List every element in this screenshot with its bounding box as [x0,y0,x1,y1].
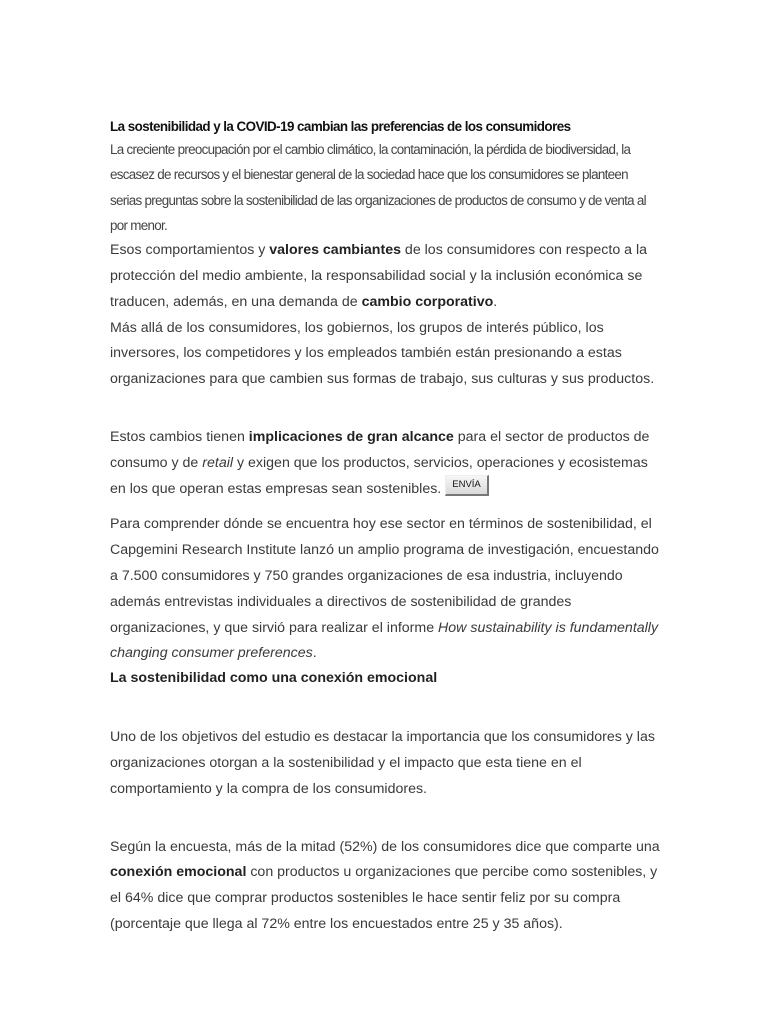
paragraph-text: . [493,293,498,310]
paragraph-text: Según la encuesta, más de la mitad (52%) de los consumidores dice que comparte una [110,838,660,855]
paragraph-text: para el sector de productos de consumo y de [110,428,650,471]
article [110,117,662,938]
bold-text: valores cambiantes [269,242,401,259]
paragraph-text: Para comprender dónde se encuentra hoy ese sector en términos de sostenibilidad, el Capgemini Research Institute lanzó un amplio programa de investigación, encuestando a 7.500 consumidores y 750 grandes organizaciones de esa industria, incluyendo además entrevistas individuales a directivos de sostenibilidad de grandes organizaciones, y que sirvió para realizar el informe [110,516,659,636]
bold-text: cambio corporativo [361,293,494,310]
paragraph-implications [110,425,662,502]
bold-text: implicaciones de gran alcance [248,428,454,445]
send-button[interactable]: ENVÍA [445,475,489,496]
spacer [110,393,662,425]
section-heading: La sostenibilidad como una conexión emocional [110,670,438,687]
article-lead: La creciente preocupación por el cambio climático, la contaminación, la pérdida de biodiversidad, la escasez de recursos y el bienestar general de la sociedad hace que los consumidores se planteen serias preguntas sobre la sostenibilidad de las organizaciones de productos de consumo y de venta al por menor. [110,142,646,233]
paragraph-text: de los consumidores con respecto a la protección del medio ambiente, la responsabilidad social y la inclusión económica se traducen, además, en una demanda de [110,242,648,310]
paragraph-text: con productos u organizaciones que percibe como sostenibles, y el 64% dice que comprar productos sostenibles le hace sentir feliz por su compra (porcentaje que llega al 72% entre los encuestados entre 25 y 35 años). [110,864,658,932]
paragraph-objectives: Uno de los objetivos del estudio es destacar la importancia que los consumidores y las organizaciones otorgan a la sostenibilidad y el impacto que esta tiene en el comportamiento y la compra de los consumidores. [110,729,655,797]
italic-text: retail [202,454,234,471]
spacer [110,803,662,835]
paragraph-text: Esos comportamientos y [110,242,270,259]
article-headline: La sostenibilidad y la COVID-19 cambian las preferencias de los consumidores [110,119,571,134]
paragraph-text: y exigen que los productos, servicios, operaciones y ecosistemas en los que operan estas empresas sean sostenibles. [110,454,648,497]
bold-text: conexión emocional [110,864,247,881]
paragraph-text: Estos cambios tienen [110,428,249,445]
spacer [110,502,662,512]
paragraph-pressure: Más allá de los consumidores, los gobiernos, los grupos de interés público, los inversores, los competidores y los empleados también están presionando a estas organizaciones para que cambien sus formas de trabajo, sus culturas y sus productos. [110,319,655,388]
spacer [110,689,662,725]
paragraph-values [110,238,662,315]
report-title: How sustainability is fundamentally changing consumer preferences [110,619,659,662]
paragraph-research [110,512,662,667]
paragraph-survey [110,835,662,938]
paragraph-text: . [312,645,317,662]
